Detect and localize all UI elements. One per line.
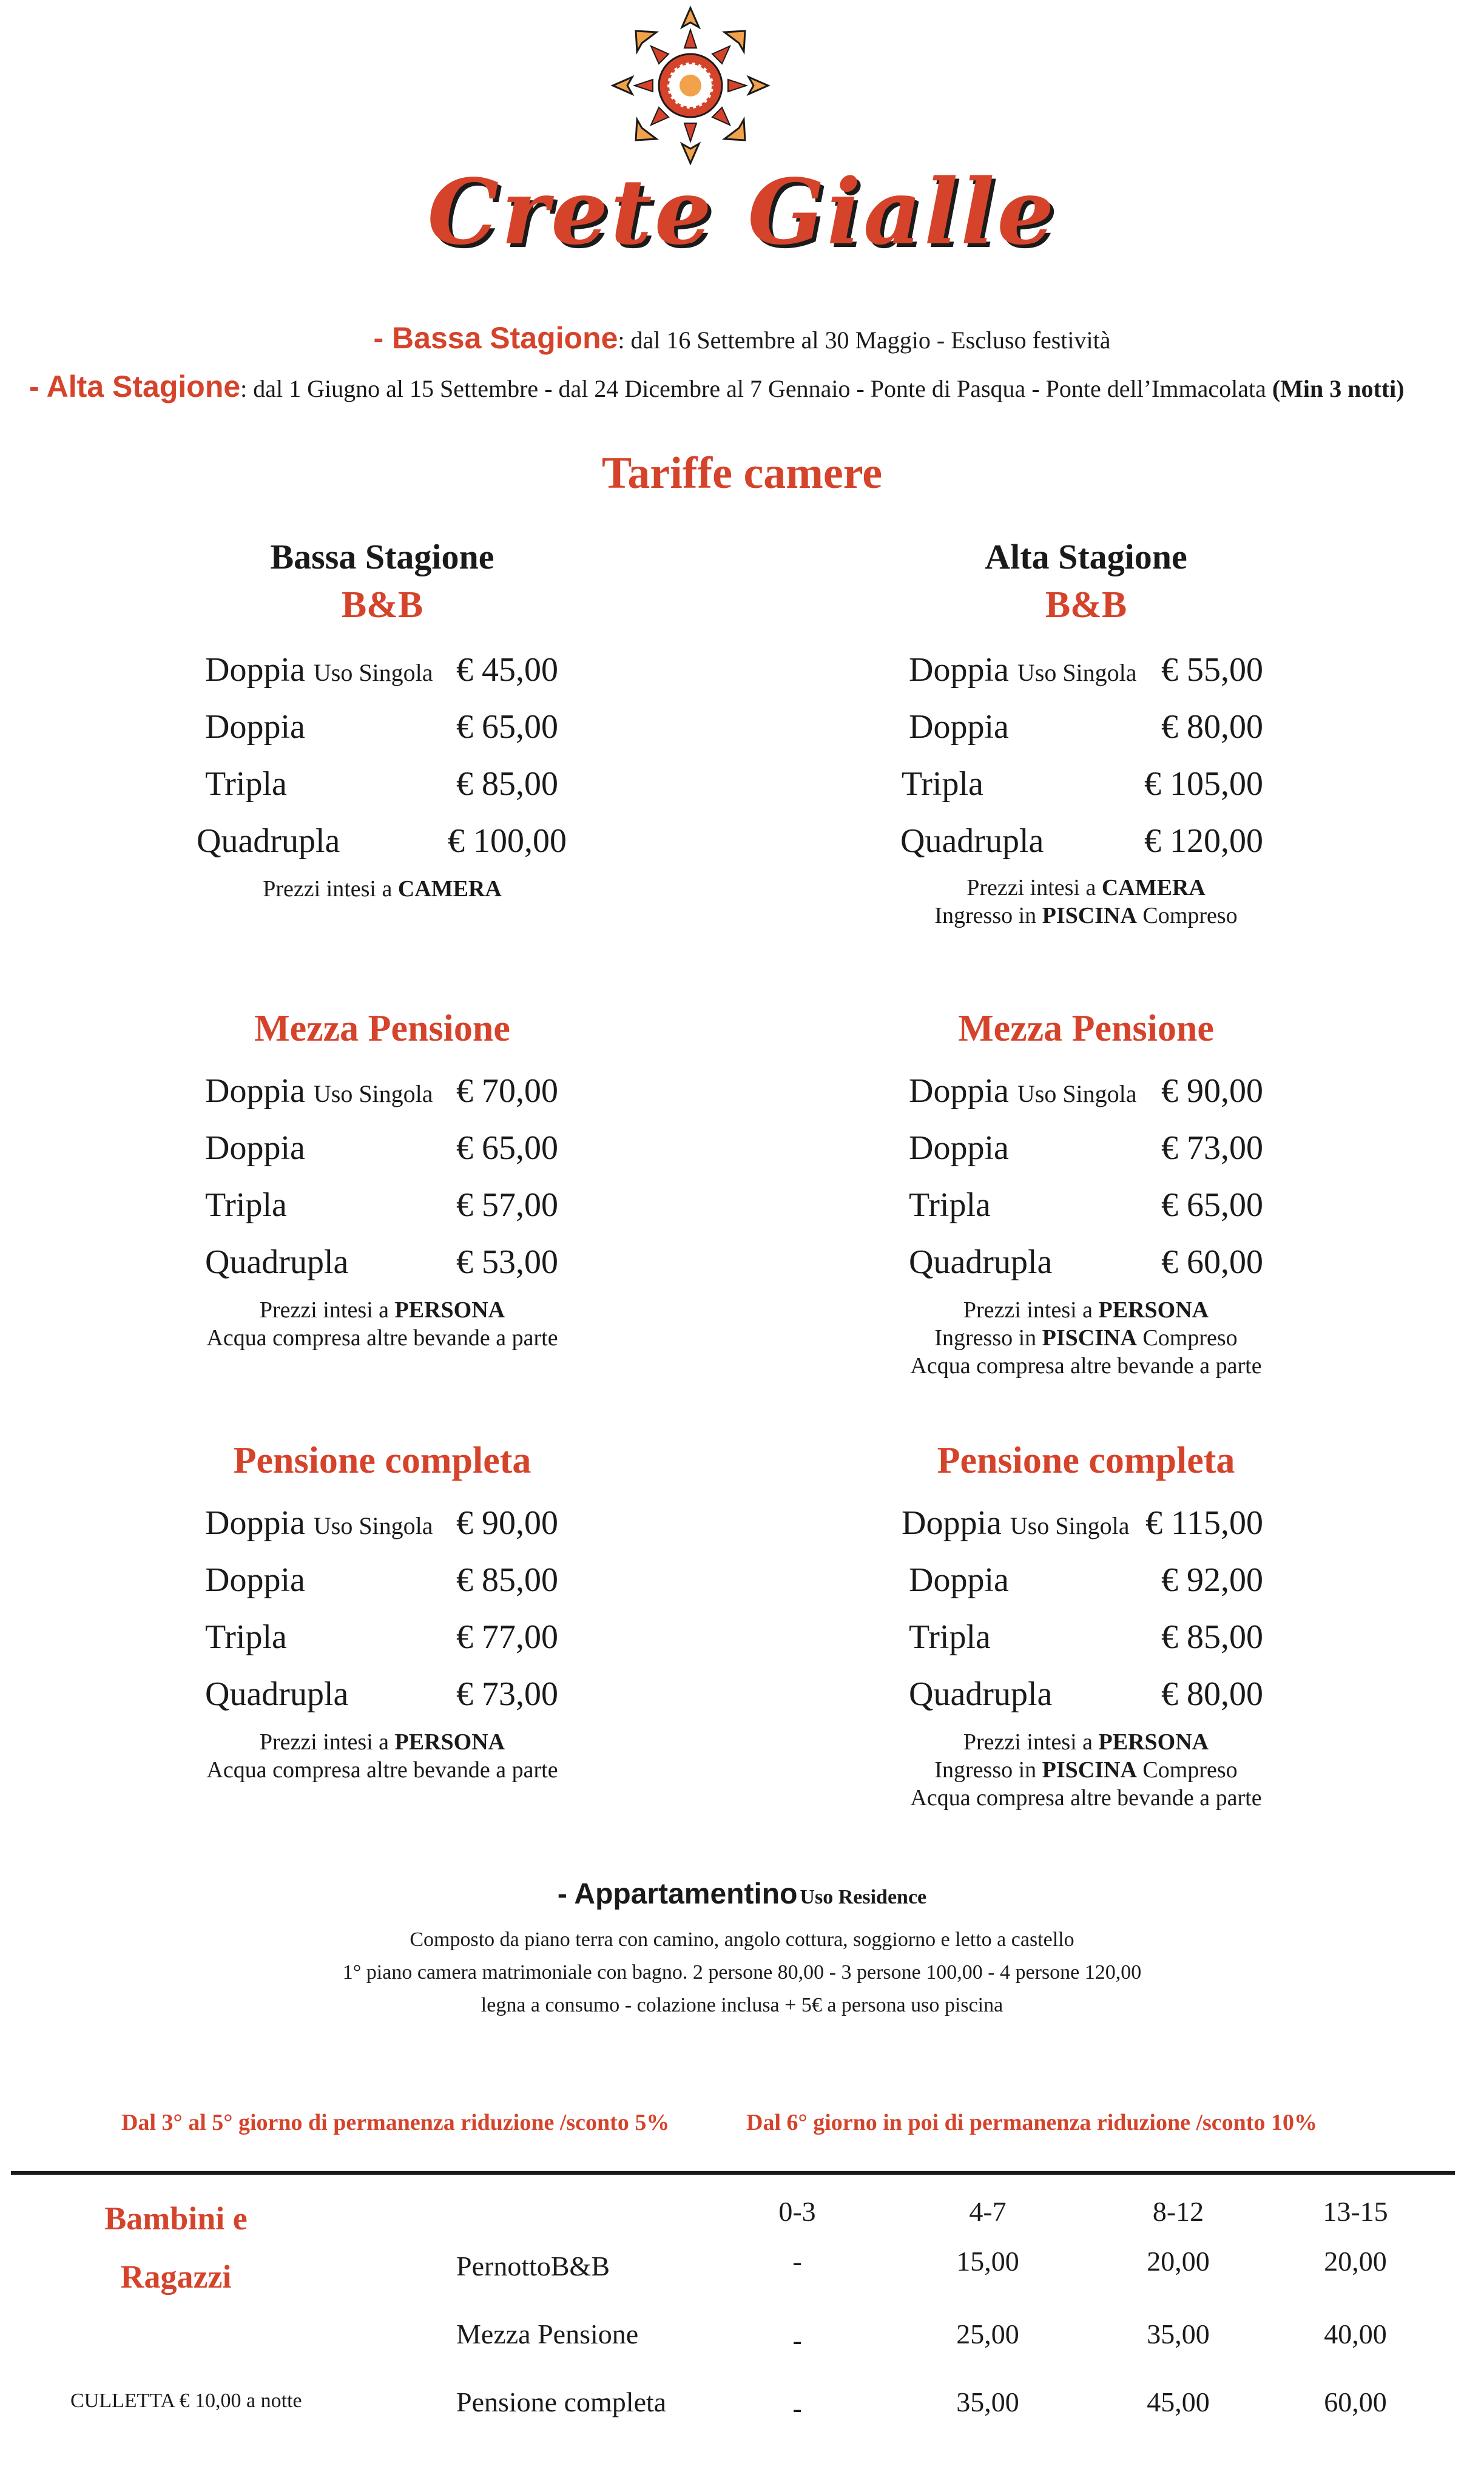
room-type: Quadrupla: [909, 1243, 1053, 1281]
room-price: € 100,00: [448, 822, 567, 860]
room-type: Quadrupla: [205, 1243, 349, 1281]
room-price: € 80,00: [1161, 1675, 1263, 1713]
price-row: [909, 650, 1263, 693]
kids-heading-line: Bambini e: [104, 2200, 248, 2237]
room-price: € 57,00: [456, 1186, 558, 1224]
room-type: Quadrupla: [197, 822, 340, 860]
low-half-board-note: Prezzi intesi a PERSONA Acqua compresa altre bevande a parte: [206, 1297, 558, 1351]
price-row: [205, 1243, 558, 1285]
high-bb-note: Prezzi intesi a CAMERA Ingresso in PISCINA Compreso: [934, 875, 1238, 928]
price-row: [909, 708, 1263, 750]
kids-price: 20,00: [1324, 2246, 1387, 2277]
price-row: [909, 1561, 1263, 1603]
kids-heading: [55, 2189, 297, 2306]
room-price: € 92,00: [1161, 1561, 1263, 1599]
price-row: [205, 1072, 558, 1114]
apartment-line: Composto da piano terra con camino, angolo cottura, soggiorno e letto a castello: [410, 1928, 1074, 1951]
room-type: Tripla: [205, 765, 287, 803]
room-note: Uso Singola: [313, 1080, 433, 1107]
kids-price: 40,00: [1324, 2319, 1387, 2349]
room-type: Tripla: [205, 1186, 287, 1224]
room-price: € 60,00: [1161, 1243, 1263, 1281]
room-price: € 115,00: [1145, 1504, 1263, 1542]
low-full-board-heading: Pensione completa: [233, 1440, 531, 1481]
room-type: Doppia: [205, 1561, 305, 1599]
room-type: Quadrupla: [909, 1675, 1053, 1713]
room-note: Uso Singola: [313, 659, 433, 686]
price-row: [902, 765, 1263, 807]
room-type: Doppia: [909, 1072, 1009, 1110]
room-type: Doppia: [205, 1129, 305, 1167]
high-season-line: [29, 369, 1473, 404]
room-price: € 45,00: [456, 651, 558, 689]
price-row: [205, 765, 558, 807]
kids-price: -: [792, 2393, 802, 2424]
price-row: [205, 1129, 558, 1171]
kids-row-label: PernottoB&B: [456, 2251, 610, 2282]
age-header: 4-7: [969, 2196, 1007, 2227]
room-type: Quadrupla: [205, 1675, 349, 1713]
brand-name: Crete Gialle: [427, 159, 1057, 265]
room-note: Uso Singola: [1010, 1512, 1130, 1539]
kids-price: 35,00: [956, 2387, 1019, 2417]
kids-price: 35,00: [1147, 2319, 1210, 2349]
low-bb-note: Prezzi intesi a CAMERA: [263, 876, 502, 902]
room-price: € 65,00: [456, 708, 558, 746]
room-price: € 73,00: [1161, 1129, 1263, 1167]
room-price: € 70,00: [456, 1072, 558, 1110]
room-price: € 53,00: [456, 1243, 558, 1281]
room-price: € 80,00: [1161, 708, 1263, 746]
low-bb-heading: B&B: [341, 584, 423, 626]
room-price: € 77,00: [456, 1618, 558, 1656]
low-season-text: : dal 16 Settembre al 30 Maggio - Escluso festività: [618, 326, 1111, 354]
low-half-board-heading: Mezza Pensione: [254, 1008, 510, 1049]
room-type: Doppia: [909, 1561, 1009, 1599]
room-note: Uso Singola: [313, 1512, 433, 1539]
crib-price: CULLETTA € 10,00 a notte: [70, 2390, 302, 2412]
discount-long-stay: Dal 6° giorno in poi di permanenza riduzione /sconto 10%: [746, 2110, 1317, 2135]
high-season-text: : dal 1 Giugno al 15 Settembre - dal 24 Dicembre al 7 Gennaio - Ponte di Pasqua - Ponte dell’Immacolata: [240, 375, 1272, 402]
kids-price: 45,00: [1147, 2387, 1210, 2417]
room-type: Doppia: [909, 708, 1009, 746]
price-row: [909, 1675, 1263, 1717]
price-row: [909, 1243, 1263, 1285]
apartment-description: [0, 1924, 1484, 2022]
divider: [11, 2171, 1455, 2175]
price-row: [205, 708, 558, 750]
high-full-board-heading: Pensione completa: [937, 1440, 1235, 1481]
kids-price: 25,00: [956, 2319, 1019, 2349]
apartment-line: 1° piano camera matrimoniale con bagno. 2 persone 80,00 - 3 persone 100,00 - 4 persone 120,00: [342, 1961, 1142, 1984]
room-type: Doppia: [205, 1504, 305, 1542]
high-half-board-heading: Mezza Pensione: [958, 1008, 1214, 1049]
low-season-line: [0, 320, 1484, 356]
room-type: Doppia: [205, 651, 305, 689]
room-price: € 120,00: [1144, 822, 1263, 860]
age-header: 8-12: [1152, 2196, 1204, 2227]
price-row: [909, 1072, 1263, 1114]
price-row: [197, 822, 567, 864]
room-price: € 55,00: [1161, 651, 1263, 689]
high-half-board-note: Prezzi intesi a PERSONA Ingresso in PISCINA Compreso Acqua compresa altre bevande a parte: [910, 1297, 1262, 1379]
room-type: Doppia: [902, 1504, 1002, 1542]
high-bb-heading: B&B: [1045, 584, 1127, 626]
low-season-heading: Bassa Stagione: [270, 537, 494, 576]
min-nights-note: (Min 3 notti): [1272, 375, 1405, 402]
kids-price: 15,00: [956, 2246, 1019, 2277]
room-type: Tripla: [909, 1618, 991, 1656]
room-price: € 65,00: [1161, 1186, 1263, 1224]
room-type: Doppia: [909, 651, 1009, 689]
page-title: Tariffe camere: [601, 448, 883, 498]
price-row: [205, 1186, 558, 1228]
apartment-section: [0, 1877, 1484, 1911]
room-price: € 90,00: [456, 1504, 558, 1542]
low-full-board-note: Prezzi intesi a PERSONA Acqua compresa altre bevande a parte: [206, 1729, 558, 1783]
room-type: Doppia: [205, 1072, 305, 1110]
room-note: Uso Singola: [1017, 1080, 1137, 1107]
price-row: [205, 1675, 558, 1717]
price-row: [909, 1186, 1263, 1228]
room-price: € 85,00: [456, 1561, 558, 1599]
apartment-line: legna a consumo - colazione inclusa + 5€ a persona uso piscina: [481, 1994, 1003, 2016]
price-row: [205, 1618, 558, 1660]
room-price: € 105,00: [1144, 765, 1263, 803]
kids-price: 20,00: [1147, 2246, 1210, 2277]
room-type: Tripla: [909, 1186, 991, 1224]
room-price: € 85,00: [456, 765, 558, 803]
price-row: [909, 1618, 1263, 1660]
room-price: € 90,00: [1161, 1072, 1263, 1110]
kids-price: 60,00: [1324, 2387, 1387, 2417]
room-type: Doppia: [205, 708, 305, 746]
room-price: € 73,00: [456, 1675, 558, 1713]
kids-price: -: [792, 2246, 802, 2277]
discount-short-stay: Dal 3° al 5° giorno di permanenza riduzione /sconto 5%: [121, 2110, 670, 2135]
age-header: 13-15: [1323, 2196, 1388, 2227]
age-header: 0-3: [778, 2196, 816, 2227]
room-price: € 85,00: [1161, 1618, 1263, 1656]
apartment-title: - Appartamentino: [557, 1878, 798, 1910]
price-row: [205, 1504, 558, 1546]
room-type: Tripla: [902, 765, 983, 803]
room-note: Uso Singola: [1017, 659, 1137, 686]
kids-price: -: [792, 2325, 802, 2356]
low-season-label: - Bassa Stagione: [373, 321, 618, 355]
kids-row-label: Pensione completa: [456, 2387, 667, 2417]
price-row: [909, 1129, 1263, 1171]
room-price: € 65,00: [456, 1129, 558, 1167]
kids-heading-line: Ragazzi: [120, 2258, 232, 2295]
kids-row-label: Mezza Pensione: [456, 2319, 639, 2349]
room-type: Quadrupla: [900, 822, 1044, 860]
price-row: [900, 822, 1263, 864]
price-row: [205, 1561, 558, 1603]
room-type: Doppia: [909, 1129, 1009, 1167]
room-type: Tripla: [205, 1618, 287, 1656]
high-season-label: - Alta Stagione: [29, 370, 241, 404]
apartment-subtitle: Uso Residence: [800, 1886, 927, 1908]
price-row: [205, 650, 558, 693]
price-row: [902, 1504, 1263, 1546]
high-full-board-note: Prezzi intesi a PERSONA Ingresso in PISCINA Compreso Acqua compresa altre bevande a parte: [910, 1729, 1262, 1811]
high-season-heading: Alta Stagione: [985, 537, 1187, 576]
sun-logo-icon: [609, 4, 772, 167]
